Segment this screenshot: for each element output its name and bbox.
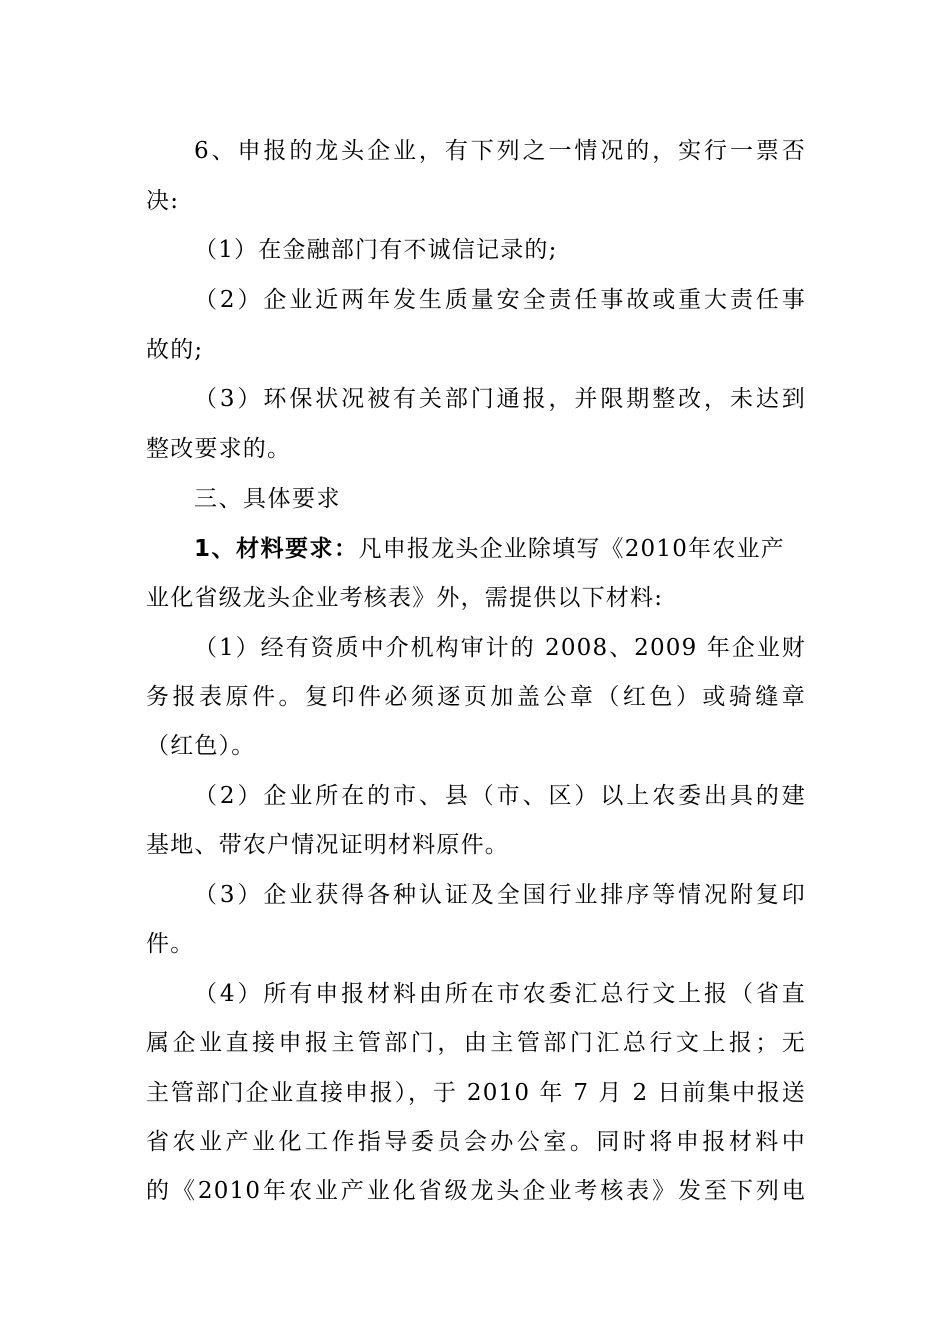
paragraph-6-line-2: 决: — [146, 188, 180, 214]
item-2-line-1: （2）企业近两年发生质量安全责任事故或重大责任事 — [194, 287, 806, 313]
materials-line-2: 业化省级龙头企业考核表》外，需提供以下材料: — [146, 585, 664, 611]
material-4-line-1: （4）所有申报材料由所在市农委汇总行文上报（省直 — [194, 981, 806, 1007]
material-4-line-4: 省农业产业化工作指导委员会办公室。同时将申报材料中 — [146, 1129, 806, 1155]
item-3-line-1: （3）环保状况被有关部门通报，并限期整改，未达到 — [194, 386, 806, 412]
material-1-line-1: （1）经有资质中介机构审计的 2008、2009 年企业财 — [194, 635, 806, 661]
materials-line-1 — [194, 534, 806, 564]
item-1-line-1: （1）在金融部门有不诚信记录的; — [194, 237, 558, 263]
section-heading: 三、具体要求 — [194, 486, 341, 512]
material-2-line-1: （2）企业所在的市、县（市、区）以上农委出具的建 — [194, 783, 806, 809]
materials-label: 1、材料要求： — [194, 536, 359, 562]
materials-text: 凡申报龙头企业除填写《2010年农业产 — [358, 536, 785, 562]
material-4-line-5: 的《2010年农业产业化省级龙头企业考核表》发至下列电 — [146, 1178, 806, 1204]
material-3-line-1: （3）企业获得各种认证及全国行业排序等情况附复印 — [194, 882, 806, 908]
material-1-line-3: （红色）。 — [146, 733, 256, 759]
material-4-line-3: 主管部门企业直接申报），于 2010 年 7 月 2 日前集中报送 — [146, 1080, 806, 1106]
item-2-line-2: 故的; — [146, 337, 204, 363]
paragraph-6-line-1: 6、申报的龙头企业，有下列之一情况的，实行一票否 — [194, 138, 806, 164]
material-4-line-2: 属企业直接申报主管部门，由主管部门汇总行文上报；无 — [146, 1030, 806, 1056]
item-3-line-2: 整改要求的。 — [146, 436, 292, 462]
material-1-line-2: 务报表原件。复印件必须逐页加盖公章（红色）或骑缝章 — [146, 684, 806, 710]
material-2-line-2: 基地、带农户情况证明材料原件。 — [146, 832, 509, 858]
material-3-line-2: 件。 — [146, 931, 195, 957]
